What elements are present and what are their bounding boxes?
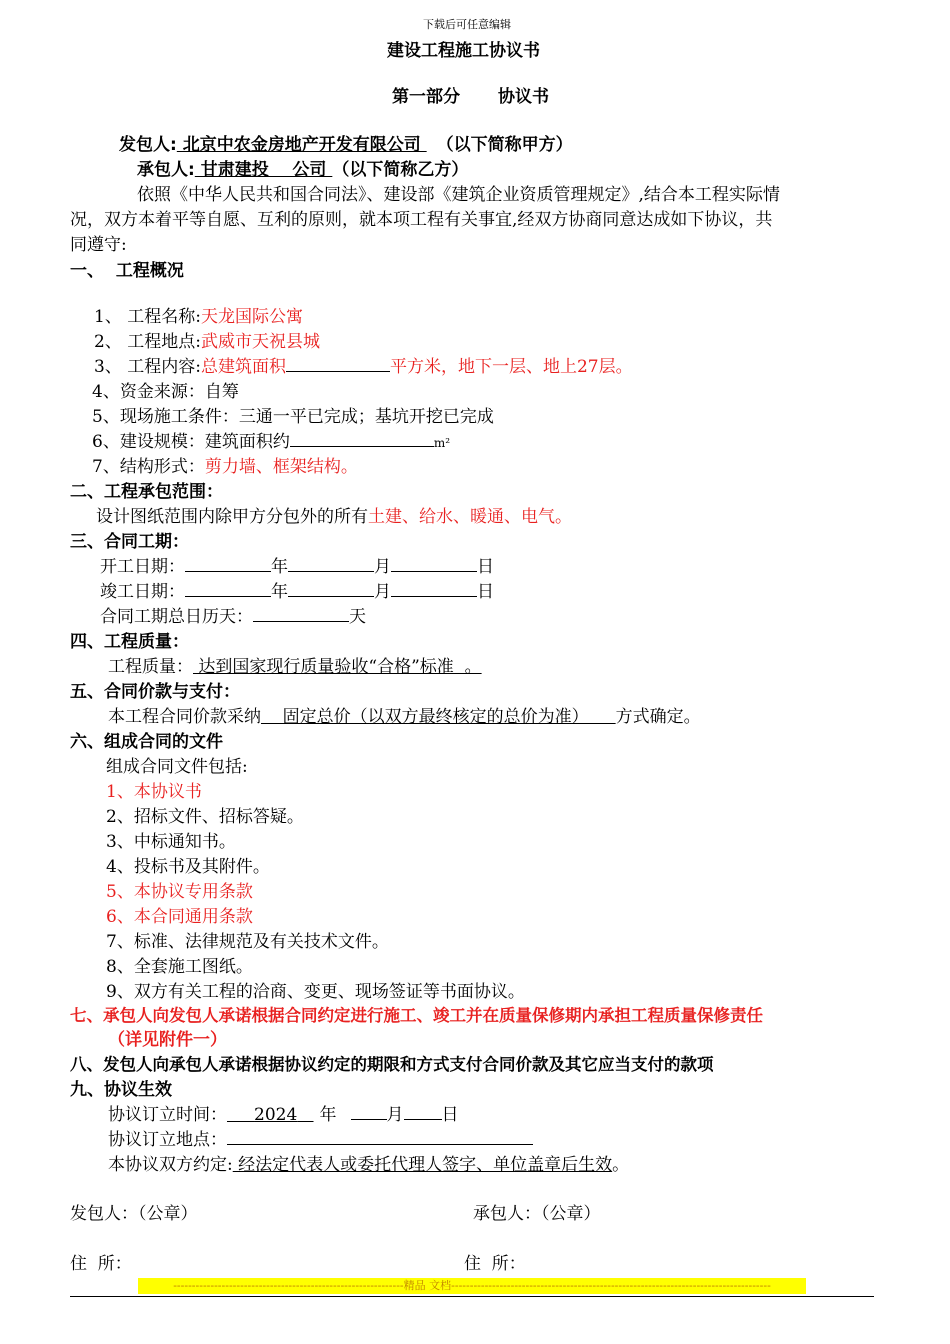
blank — [253, 605, 349, 622]
blank — [288, 555, 374, 572]
project-content-b: 平方米，地下一层、地上27层。 — [389, 357, 633, 377]
project-name: 天龙国际公寓 — [200, 307, 303, 327]
quality-value: 达到国家现行质量验收“合格”标准 。 — [193, 657, 482, 677]
price-label: 本工程合同价款采纳 — [108, 707, 261, 727]
price-suffix: 方式确定。 — [615, 707, 701, 727]
blank — [351, 1103, 387, 1120]
month-unit: 月 — [374, 557, 391, 577]
section-6-title: 六、组成合同的文件 — [70, 732, 223, 752]
year-unit: 年 — [319, 1105, 337, 1125]
days-unit: 天 — [349, 607, 366, 627]
place-blank — [227, 1128, 533, 1145]
year-value: 2024 — [254, 1105, 298, 1125]
overview-item-7 — [92, 452, 358, 477]
contractor-name: 甘肃建投 公司 — [194, 160, 333, 180]
document-title: 建设工程施工协议书 — [387, 41, 540, 61]
part-label: 第一部分 — [392, 87, 460, 107]
month-unit: 月 — [386, 1105, 404, 1125]
overview-item-2 — [94, 327, 320, 352]
overview-item-5: 5、现场施工条件：三通一平已完成；基坑开挖已完成 — [92, 407, 494, 427]
price-value: 固定总价（以双方最终核定的总价为准） — [261, 707, 616, 727]
project-location: 武威市天祝县城 — [200, 332, 320, 352]
employer-name: 北京中农金房地产开发有限公司 — [176, 135, 427, 155]
end-date-line — [100, 577, 494, 602]
blank — [391, 580, 477, 597]
blank — [391, 555, 477, 572]
overview-item-1 — [94, 302, 303, 327]
intro-line-3: 同遵守: — [70, 235, 127, 255]
blank — [185, 580, 271, 597]
document-item: 8、全套施工图纸。 — [106, 957, 253, 977]
contractor-label: 承包人: — [137, 160, 195, 180]
overview-label: 3、 工程内容: — [94, 357, 201, 377]
bottom-rule — [70, 1296, 874, 1297]
section-4-title: 四、工程质量： — [70, 632, 189, 652]
month-unit: 月 — [374, 582, 391, 602]
agreement-end: 。 — [612, 1155, 630, 1175]
quality-label: 工程质量： — [108, 657, 193, 677]
part-name: 协议书 — [498, 87, 549, 107]
section-9-title: 九、协议生效 — [70, 1080, 172, 1100]
day-unit: 日 — [477, 582, 494, 602]
section-2-title: 二、工程承包范围： — [70, 482, 223, 502]
employer-address: 住 所： — [70, 1254, 132, 1274]
area-blank — [286, 355, 390, 372]
total-days-line — [100, 602, 366, 627]
section-8-title: 八、发包人向承包人承诺根据协议约定的期限和方式支付合同价款及其它应当支付的款项 — [70, 1055, 714, 1074]
day-unit: 日 — [477, 557, 494, 577]
document-item: 4、投标书及其附件。 — [106, 857, 270, 877]
start-date-label: 开工日期： — [100, 557, 185, 577]
document-item: 5、本协议专用条款 — [106, 882, 253, 902]
structure-form: 剪力墙、框架结构。 — [204, 457, 358, 477]
day-unit: 日 — [441, 1105, 459, 1125]
employer-label: 发包人: — [119, 135, 177, 155]
overview-label: 2、 工程地点: — [94, 332, 201, 352]
contractor-address: 住 所： — [464, 1254, 526, 1274]
sign-time-line — [108, 1100, 459, 1125]
blank — [404, 1103, 442, 1120]
intro-line-1: 依照《中华人民共和国合同法》、建设部《建筑企业资质管理规定》,结合本工程实际情 — [137, 185, 780, 205]
agreement-line — [108, 1150, 629, 1175]
agreement-label: 本协议双方约定: — [108, 1155, 233, 1175]
document-item: 3、中标通知书。 — [106, 832, 236, 852]
contractor-note: （以下简称乙方） — [332, 160, 469, 180]
employer-note: （以下简称甲方） — [436, 135, 573, 155]
year-unit: 年 — [271, 582, 288, 602]
scope-items: 土建、给水、暖通、电气。 — [368, 507, 572, 527]
overview-item-4: 4、资金来源：自筹 — [92, 382, 239, 402]
overview-label: 1、 工程名称: — [94, 307, 201, 327]
section-7-line-2: （详见附件一） — [108, 1030, 227, 1050]
overview-label: 6、建设规模：建筑面积约 — [92, 432, 290, 452]
documents-intro: 组成合同文件包括: — [106, 757, 248, 777]
overview-label: 7、结构形式： — [92, 457, 205, 477]
document-item: 1、本协议书 — [106, 782, 202, 802]
contractor-seal: 承包人：（公章） — [473, 1204, 601, 1224]
employer-seal: 发包人：（公章） — [70, 1204, 198, 1224]
scope-text: 设计图纸范围内除甲方分包外的所有 — [96, 507, 368, 527]
scale-blank — [290, 430, 434, 447]
area-unit: m² — [433, 436, 451, 450]
section-1-title: 一、 工程概况 — [70, 261, 184, 281]
document-item: 7、标准、法律规范及有关技术文件。 — [106, 932, 389, 952]
blank — [185, 555, 271, 572]
intro-line-2: 况，双方本着平等自愿、互利的原则，就本项工程有关事宜,经双方协商同意达成如下协议，共 — [70, 210, 773, 230]
overview-item-3 — [94, 352, 633, 377]
contractor-line — [137, 155, 468, 180]
overview-item-6 — [92, 427, 450, 452]
top-note: 下载后可任意编辑 — [423, 18, 511, 31]
end-date-label: 竣工日期： — [100, 582, 185, 602]
project-content-a: 总建筑面积 — [200, 357, 286, 377]
footer-banner — [138, 1278, 806, 1294]
footer-text: --------------------------------------------------------------精品 文档-------------------------------------------------------------------------------------- — [173, 1279, 771, 1292]
section-3-title: 三、合同工期： — [70, 532, 189, 552]
quality-line — [108, 652, 482, 677]
sign-time-label: 协议订立时间： — [108, 1105, 227, 1125]
sign-place-label: 协议订立地点： — [108, 1130, 227, 1150]
sign-year-value — [227, 1105, 314, 1125]
start-date-line — [100, 552, 494, 577]
document-item: 9、双方有关工程的洽商、变更、现场签证等书面协议。 — [106, 982, 525, 1002]
scope-line — [96, 502, 572, 527]
section-5-title: 五、合同价款与支付： — [70, 682, 240, 702]
blank — [288, 580, 374, 597]
employer-line — [119, 130, 573, 155]
year-unit: 年 — [271, 557, 288, 577]
document-item: 2、招标文件、招标答疑。 — [106, 807, 304, 827]
sign-place-line — [108, 1125, 533, 1150]
agreement-value: 经法定代表人或委托代理人签字、单位盖章后生效 — [232, 1155, 613, 1175]
section-7-line-1: 七、承包人向发包人承诺根据合同约定进行施工、竣工并在质量保修期内承担工程质量保修责任 — [70, 1006, 763, 1025]
total-days-label: 合同工期总日历天： — [100, 607, 253, 627]
document-item: 6、本合同通用条款 — [106, 907, 253, 927]
price-line — [108, 702, 701, 727]
